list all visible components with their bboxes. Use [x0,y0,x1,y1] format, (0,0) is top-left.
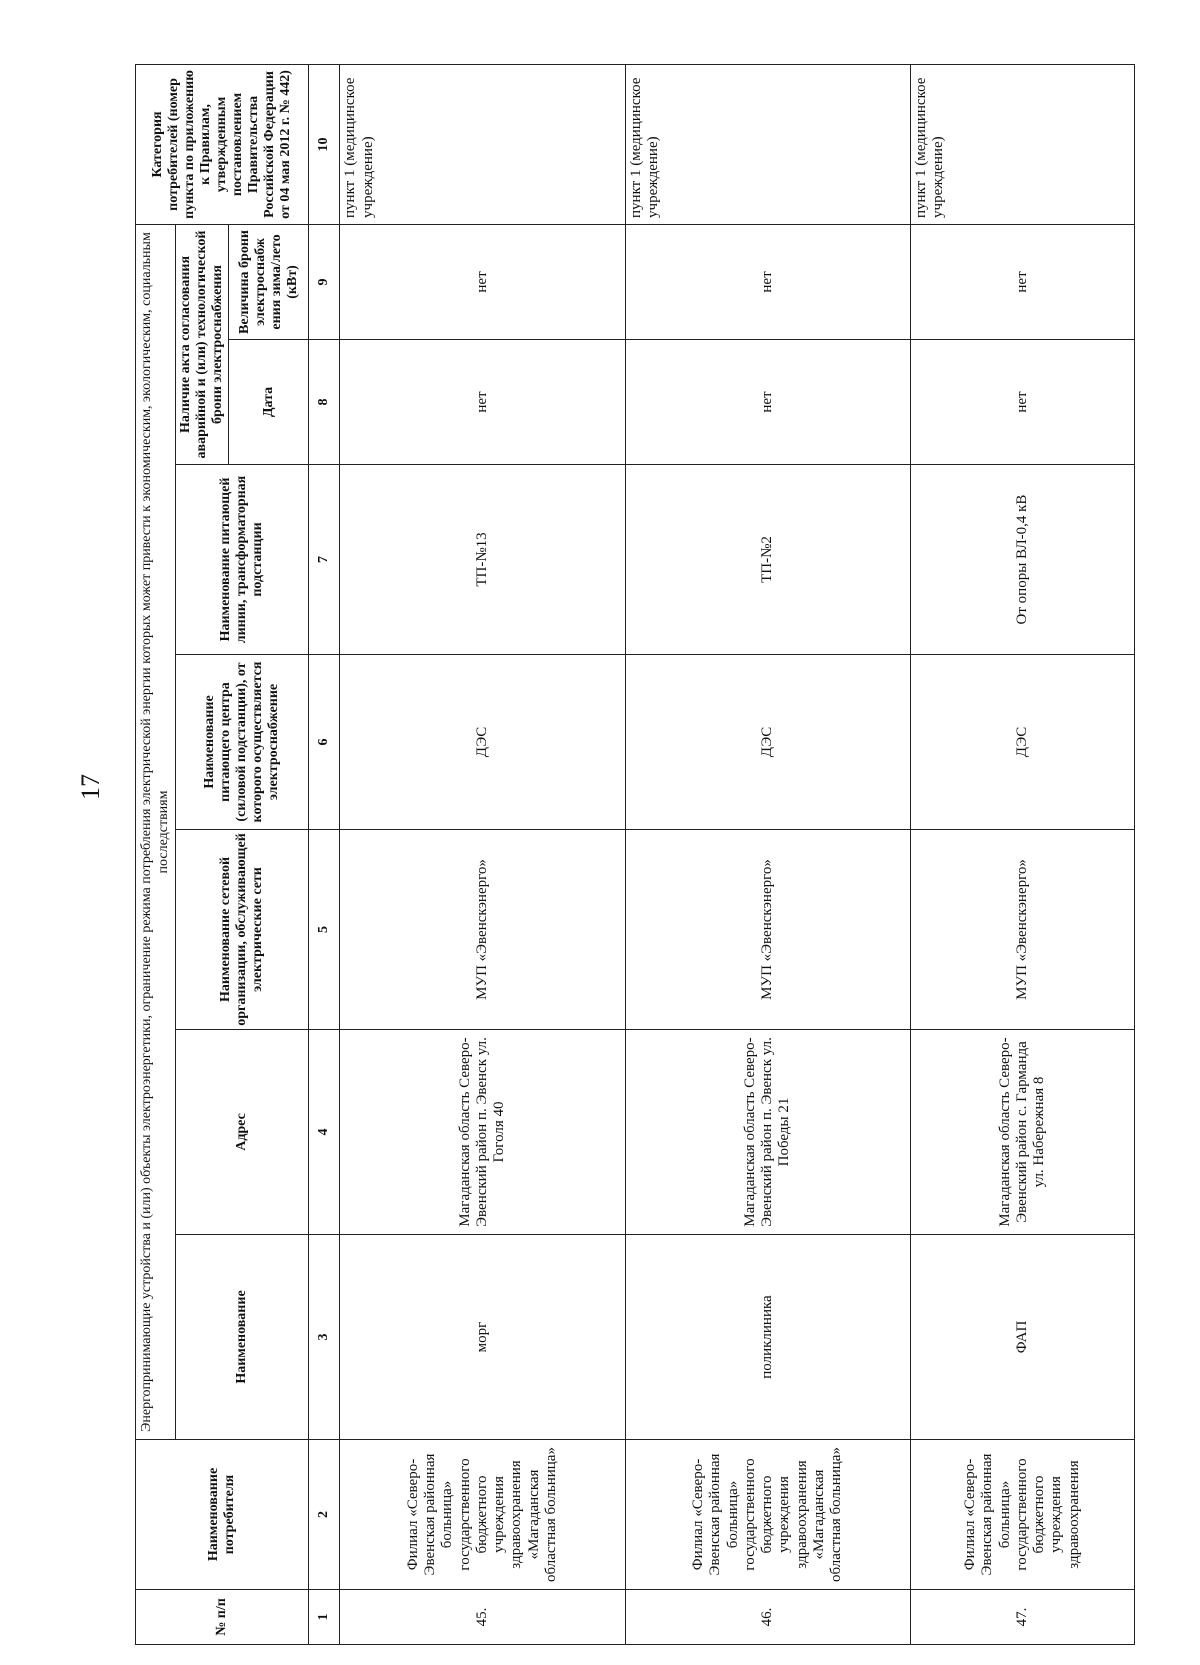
row-center: ДЭС [340,655,625,830]
column-number: 10 [309,64,340,224]
rotated-table-wrapper [135,65,1135,1645]
row-consumer: Филиал «Северо-Эвенская районная больница» государственного бюджетного учреждения здравоохранения «Магаданская областная больница» [625,1440,910,1590]
table-row [911,64,1135,1644]
header-address: Адрес [176,1030,309,1235]
row-consumer: Филиал «Северо-Эвенская районная больница» государственного бюджетного учреждения здравоохранения «Магаданская областная больница» [340,1440,625,1590]
header-line: Наименование питающей линии, трансформаторная подстанции [176,465,309,655]
row-num: 46. [625,1590,910,1645]
consumers-table [135,64,1135,1645]
row-address: Магаданская область Северо-Эвенский район п. Эвенск ул. Победы 21 [625,1030,910,1235]
row-address: Магаданская область Северо-Эвенский район п. Эвенск ул. Гоголя 40 [340,1030,625,1235]
row-line: ТП-№2 [625,465,910,655]
column-number: 6 [309,655,340,830]
row-date: нет [340,340,625,465]
row-name: поликлиника [625,1235,910,1440]
header-group-title: Энергопринимающие устройства и (или) объекты электроэнергетики, ограничение режима потребления электрической энергии которых может привести к экономическим, экологическим, социальным последствиям [136,224,176,1439]
header-act-group: Наличие акта согласования аварийной и (или) технологической брони электроснабжения [176,224,229,464]
row-reserve: нет [625,224,910,339]
row-consumer: Филиал «Северо-Эвенская районная больница» государственного бюджетного учреждения здравоохранения [911,1440,1135,1590]
column-number: 4 [309,1030,340,1235]
row-center: ДЭС [911,655,1135,830]
page-number: 17 [76,774,105,800]
row-reserve: нет [911,224,1135,339]
column-number: 8 [309,340,340,465]
row-num: 45. [340,1590,625,1645]
column-number-row [309,64,340,1644]
row-network: МУП «Эвенскэнерго» [911,830,1135,1030]
column-number: 2 [309,1440,340,1590]
row-network: МУП «Эвенскэнерго» [625,830,910,1030]
row-name: морг [340,1235,625,1440]
header-center: Наименование питающего центра (силовой подстанции), от которого осуществляется электроснабжение [176,655,309,830]
header-date: Дата [229,340,309,465]
header-network: Наименование сетевой организации, обслуживающей электрические сети [176,830,309,1030]
header-name: Наименование [176,1235,309,1440]
row-date: нет [625,340,910,465]
header-num: № п/п [136,1590,309,1645]
column-number: 1 [309,1590,340,1645]
row-category: пункт 1 (медицинское учреждение) [340,64,625,224]
header-consumer: Наименование потребителя [136,1440,309,1590]
row-network: МУП «Эвенскэнерго» [340,830,625,1030]
table-row [340,64,625,1644]
row-date: нет [911,340,1135,465]
row-name: ФАП [911,1235,1135,1440]
column-number: 3 [309,1235,340,1440]
row-address: Магаданская область Северо-Эвенский район с. Гарманда ул. Набережная 8 [911,1030,1135,1235]
column-number: 9 [309,224,340,339]
row-line: От опоры ВЛ-0,4 кВ [911,465,1135,655]
row-num: 47. [911,1590,1135,1645]
row-category: пункт 1 (медицинское учреждение) [625,64,910,224]
row-reserve: нет [340,224,625,339]
row-line: ТП-№13 [340,465,625,655]
column-number: 5 [309,830,340,1030]
header-category: Категория потребителей (номер пункта по приложению к Правилам, утвержденным постановлением Правительства Российской Федерации от 04 мая 2012 г. № 442) [136,64,309,224]
row-category: пункт 1 (медицинское учреждение) [911,64,1135,224]
column-number: 7 [309,465,340,655]
table-row [625,64,910,1644]
header-reserve: Величина брони электроснабж ения зима/лето (кВт) [229,224,309,339]
row-center: ДЭС [625,655,910,830]
